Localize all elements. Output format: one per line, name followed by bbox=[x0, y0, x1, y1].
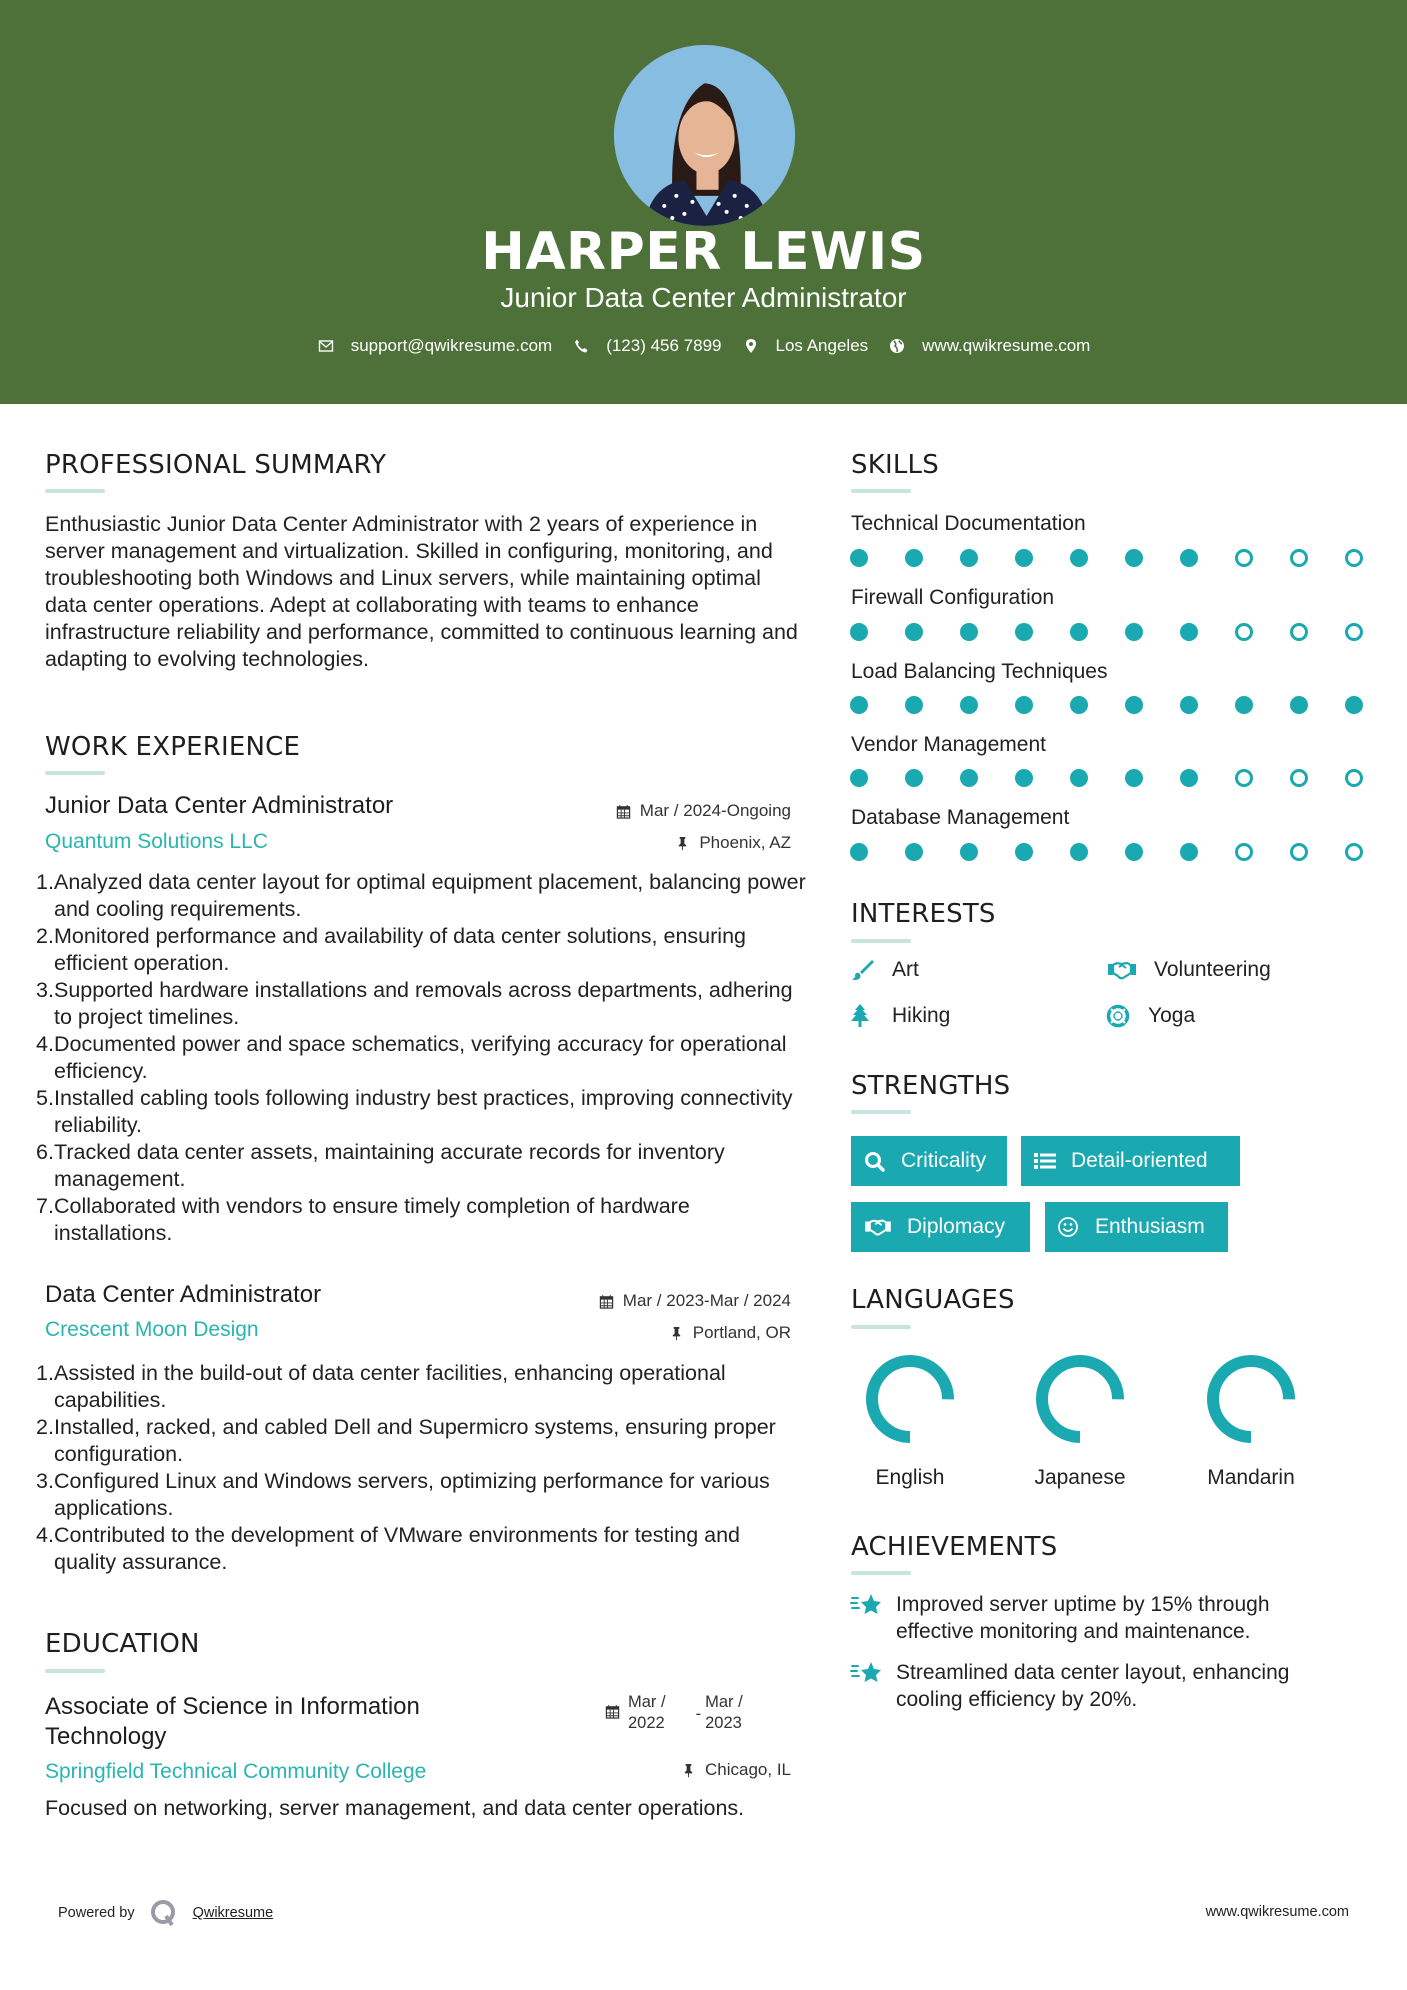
education-end-date: Mar / 2023 bbox=[705, 1693, 743, 1732]
achievement-item bbox=[850, 1591, 1270, 1645]
strength-label: Enthusiasm bbox=[1095, 1215, 1205, 1238]
strengths-heading-underline bbox=[851, 1110, 911, 1114]
skills-heading: SKILLS bbox=[851, 450, 939, 480]
calendar-icon bbox=[616, 804, 631, 819]
rating-dot-empty bbox=[1235, 549, 1253, 567]
handshake-icon bbox=[1106, 958, 1138, 982]
contact-phone[interactable] bbox=[572, 336, 721, 356]
life-ring-icon bbox=[1106, 1004, 1132, 1028]
globe-icon bbox=[888, 337, 906, 355]
summary-heading-underline bbox=[45, 489, 105, 493]
skill-label: Technical Documentation bbox=[851, 512, 1086, 535]
strength-badge-criticality bbox=[851, 1136, 1007, 1186]
job-1-bullet: 6. Tracked data center assets, maintaining accurate records for inventory management. bbox=[36, 1140, 725, 1191]
skill-label: Database Management bbox=[851, 806, 1070, 829]
language-japanese bbox=[1020, 1349, 1140, 1490]
education-degree: Associate of Science in Information Technology bbox=[45, 1693, 420, 1750]
achievement-item bbox=[850, 1659, 1289, 1713]
rating-dot-filled bbox=[1345, 696, 1363, 714]
profile-photo-image bbox=[614, 45, 795, 226]
rating-dot-filled bbox=[850, 623, 868, 641]
tree-icon bbox=[850, 1004, 876, 1028]
skill-label: Vendor Management bbox=[851, 733, 1046, 756]
skill-rating bbox=[850, 549, 1400, 567]
interest-label: Volunteering bbox=[1154, 958, 1271, 981]
languages-heading: LANGUAGES bbox=[851, 1285, 1015, 1315]
skills-heading-underline bbox=[851, 489, 911, 493]
education-location bbox=[681, 1760, 791, 1780]
job-2-bullet: 2. Installed, racked, and cabled Dell and Supermicro systems, ensuring proper configuration. bbox=[36, 1415, 776, 1466]
job-2-bullet: 1. Assisted in the build-out of data center facilities, enhancing operational capabilities. bbox=[36, 1361, 726, 1412]
rating-dot-filled bbox=[1015, 623, 1033, 641]
rating-dot-empty bbox=[1290, 549, 1308, 567]
education-date-separator: - bbox=[695, 1705, 702, 1723]
skill-rating bbox=[850, 696, 1400, 714]
rating-dot-filled bbox=[1015, 843, 1033, 861]
language-progress-ring bbox=[1201, 1349, 1301, 1449]
job-1-dates-text: Mar / 2024-Ongoing bbox=[639, 801, 791, 820]
interest-volunteering bbox=[1106, 958, 1271, 982]
job-2-title: Data Center Administrator bbox=[45, 1281, 322, 1308]
rating-dot-empty bbox=[1290, 623, 1308, 641]
education-school: Springfield Technical Community College bbox=[45, 1760, 427, 1783]
achievement-text: cooling efficiency by 20%. bbox=[896, 1688, 1138, 1711]
rating-dot-empty bbox=[1345, 623, 1363, 641]
envelope-icon bbox=[317, 337, 335, 355]
language-english bbox=[850, 1349, 970, 1490]
experience-heading: WORK EXPERIENCE bbox=[45, 732, 301, 762]
rating-dot-empty bbox=[1290, 843, 1308, 861]
strength-badge-detail-oriented bbox=[1021, 1136, 1240, 1186]
job-1-title: Junior Data Center Administrator bbox=[45, 792, 394, 819]
phone-icon bbox=[572, 337, 590, 355]
job-1-location-text: Phoenix, AZ bbox=[699, 833, 791, 852]
job-1-location bbox=[675, 833, 791, 853]
rating-dot-filled bbox=[905, 696, 923, 714]
resume-header bbox=[0, 0, 1407, 404]
rating-dot-empty bbox=[1290, 769, 1308, 787]
rating-dot-empty bbox=[1345, 549, 1363, 567]
interest-yoga bbox=[1106, 1004, 1195, 1028]
strength-badge-diplomacy bbox=[851, 1202, 1030, 1252]
rating-dot-filled bbox=[905, 623, 923, 641]
contact-email-text: support@qwikresume.com bbox=[350, 336, 553, 355]
rating-dot-filled bbox=[1180, 843, 1198, 861]
education-heading: EDUCATION bbox=[45, 1629, 200, 1659]
rating-dot-filled bbox=[1180, 623, 1198, 641]
rating-dot-filled bbox=[1070, 623, 1088, 641]
rating-dot-filled bbox=[1125, 696, 1143, 714]
language-label: Mandarin bbox=[1207, 1466, 1295, 1489]
rating-dot-empty bbox=[1235, 623, 1253, 641]
interests-heading: INTERESTS bbox=[851, 899, 996, 929]
rating-dot-filled bbox=[960, 843, 978, 861]
rating-dot-filled bbox=[905, 549, 923, 567]
powered-by-label: Powered by bbox=[58, 1905, 135, 1921]
job-1-bullet: 5. Installed cabling tools following industry best practices, improving connectivity reliability. bbox=[36, 1086, 793, 1137]
rating-dot-filled bbox=[905, 769, 923, 787]
job-1-bullet: 3. Supported hardware installations and removals across departments, adhering to project timelines. bbox=[36, 978, 793, 1029]
search-icon bbox=[863, 1150, 887, 1172]
language-label: Japanese bbox=[1034, 1466, 1126, 1489]
paintbrush-icon bbox=[850, 958, 876, 982]
rating-dot-filled bbox=[850, 843, 868, 861]
achievements-heading-underline bbox=[851, 1571, 911, 1575]
education-description: Focused on networking, server management, and data center operations. bbox=[45, 1796, 745, 1820]
rating-dot-filled bbox=[1235, 696, 1253, 714]
pushpin-icon bbox=[669, 1326, 684, 1341]
powered-by bbox=[58, 1898, 273, 1928]
list-icon bbox=[1033, 1150, 1057, 1172]
interest-label: Hiking bbox=[892, 1004, 951, 1027]
rating-dot-empty bbox=[1345, 843, 1363, 861]
rating-dot-filled bbox=[1125, 623, 1143, 641]
map-marker-icon bbox=[742, 337, 760, 355]
rating-dot-filled bbox=[1180, 769, 1198, 787]
smile-icon bbox=[1057, 1216, 1081, 1238]
education-dates bbox=[605, 1692, 743, 1734]
job-1-bullet: 1. Analyzed data center layout for optimal equipment placement, balancing power and cooling requirements. bbox=[36, 870, 806, 921]
achievements-heading: ACHIEVEMENTS bbox=[851, 1532, 1058, 1562]
footer-website[interactable]: www.qwikresume.com bbox=[1205, 1904, 1349, 1920]
contact-location bbox=[742, 336, 869, 356]
language-progress-ring bbox=[1030, 1349, 1130, 1449]
education-start-date: Mar / 2022 bbox=[628, 1693, 666, 1732]
rating-dot-empty bbox=[1235, 843, 1253, 861]
achievement-text: effective monitoring and maintenance. bbox=[896, 1620, 1251, 1643]
job-1-bullets bbox=[36, 869, 806, 1247]
rating-dot-filled bbox=[1290, 696, 1308, 714]
calendar-icon bbox=[599, 1294, 614, 1309]
rating-dot-filled bbox=[960, 769, 978, 787]
education-location-text: Chicago, IL bbox=[705, 1760, 791, 1779]
rating-dot-filled bbox=[850, 549, 868, 567]
job-1-bullet: 4. Documented power and space schematics, verifying accuracy for operational efficiency. bbox=[36, 1032, 787, 1083]
interest-art bbox=[850, 958, 919, 982]
job-1-company: Quantum Solutions LLC bbox=[45, 830, 268, 853]
contact-bar bbox=[0, 336, 1407, 356]
shooting-star-icon bbox=[850, 1591, 884, 1621]
language-label: English bbox=[875, 1466, 945, 1489]
rating-dot-filled bbox=[1015, 549, 1033, 567]
rating-dot-filled bbox=[905, 843, 923, 861]
rating-dot-filled bbox=[1070, 549, 1088, 567]
pushpin-icon bbox=[675, 836, 690, 851]
contact-location-text: Los Angeles bbox=[775, 336, 869, 355]
rating-dot-filled bbox=[1070, 843, 1088, 861]
contact-website[interactable] bbox=[888, 336, 1090, 356]
rating-dot-filled bbox=[960, 549, 978, 567]
rating-dot-filled bbox=[850, 769, 868, 787]
rating-dot-filled bbox=[960, 696, 978, 714]
strengths-heading: STRENGTHS bbox=[851, 1071, 1011, 1101]
contact-phone-text: (123) 456 7899 bbox=[606, 336, 722, 355]
skill-rating bbox=[850, 843, 1400, 861]
job-2-dates bbox=[599, 1291, 791, 1311]
job-2-bullet: 3. Configured Linux and Windows servers, optimizing performance for various applications. bbox=[36, 1469, 770, 1520]
job-2-location-text: Portland, OR bbox=[692, 1323, 791, 1342]
rating-dot-filled bbox=[1125, 769, 1143, 787]
contact-website-text: www.qwikresume.com bbox=[922, 336, 1091, 355]
qwikresume-logo-icon bbox=[149, 1898, 179, 1928]
job-1-dates bbox=[616, 801, 791, 821]
calendar-icon bbox=[605, 1704, 620, 1719]
rating-dot-filled bbox=[1180, 549, 1198, 567]
rating-dot-filled bbox=[960, 623, 978, 641]
profile-photo bbox=[614, 45, 795, 226]
pushpin-icon bbox=[681, 1763, 696, 1778]
candidate-title: Junior Data Center Administrator bbox=[500, 282, 907, 313]
job-2-location bbox=[669, 1323, 791, 1343]
rating-dot-filled bbox=[1070, 769, 1088, 787]
shooting-star-icon bbox=[850, 1659, 884, 1689]
job-2-bullets bbox=[36, 1360, 806, 1576]
rating-dot-empty bbox=[1345, 769, 1363, 787]
rating-dot-filled bbox=[1125, 843, 1143, 861]
interest-label: Art bbox=[892, 958, 919, 981]
interest-label: Yoga bbox=[1148, 1004, 1196, 1027]
interests-heading-underline bbox=[851, 939, 911, 943]
strength-label: Detail-oriented bbox=[1071, 1149, 1208, 1172]
rating-dot-filled bbox=[1015, 696, 1033, 714]
strength-badge-enthusiasm bbox=[1045, 1202, 1228, 1252]
contact-email[interactable] bbox=[317, 336, 553, 356]
skill-rating bbox=[850, 623, 1400, 641]
achievement-text: Improved server uptime by 15% through bbox=[896, 1593, 1270, 1616]
language-mandarin bbox=[1191, 1349, 1311, 1490]
skill-label: Firewall Configuration bbox=[851, 586, 1055, 609]
summary-text: Enthusiastic Junior Data Center Administrator with 2 years of experience in server management and virtualization. Skilled in configuring, monitoring, and troubleshooting both Windows and Linux servers, while maintaining optimal data center operations. Adept at collaborating with teams to enhance infrastructure reliability and performance, committed to continuous learning and adapting to evolving technologies. bbox=[45, 512, 798, 671]
rating-dot-empty bbox=[1235, 769, 1253, 787]
interest-hiking bbox=[850, 1004, 950, 1028]
qwikresume-link[interactable]: Qwikresume bbox=[192, 1905, 274, 1921]
job-2-bullet: 4. Contributed to the development of VMware environments for testing and quality assurance. bbox=[36, 1523, 740, 1574]
rating-dot-filled bbox=[1070, 696, 1088, 714]
job-1-bullet: 7. Collaborated with vendors to ensure timely completion of hardware installations. bbox=[36, 1194, 690, 1245]
rating-dot-filled bbox=[1125, 549, 1143, 567]
achievement-text: Streamlined data center layout, enhancing bbox=[896, 1661, 1290, 1684]
rating-dot-filled bbox=[1015, 769, 1033, 787]
experience-heading-underline bbox=[45, 771, 105, 775]
job-2-dates-text: Mar / 2023-Mar / 2024 bbox=[622, 1291, 791, 1310]
education-heading-underline bbox=[45, 1669, 105, 1673]
skill-rating bbox=[850, 769, 1400, 787]
job-2-company: Crescent Moon Design bbox=[45, 1318, 259, 1341]
rating-dot-filled bbox=[1180, 696, 1198, 714]
language-progress-ring bbox=[860, 1349, 960, 1449]
strength-label: Diplomacy bbox=[907, 1215, 1006, 1238]
rating-dot-filled bbox=[850, 696, 868, 714]
job-1-bullet: 2. Monitored performance and availability of data center solutions, ensuring efficient operation. bbox=[36, 924, 746, 975]
skill-label: Load Balancing Techniques bbox=[851, 660, 1108, 683]
strength-label: Criticality bbox=[901, 1149, 987, 1172]
summary-heading: PROFESSIONAL SUMMARY bbox=[45, 450, 387, 480]
handshake-icon bbox=[863, 1216, 893, 1238]
languages-heading-underline bbox=[851, 1325, 911, 1329]
candidate-name: HARPER LEWIS bbox=[481, 222, 926, 282]
